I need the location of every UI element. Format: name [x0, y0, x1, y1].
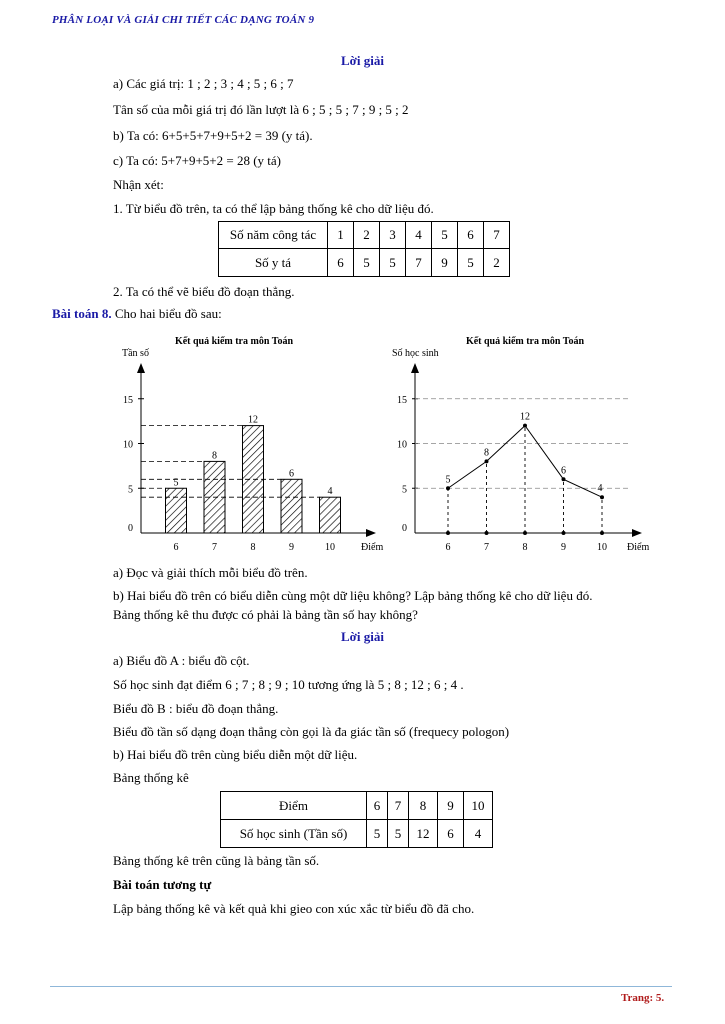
score-table — [220, 791, 493, 848]
table-cell: 3 — [380, 222, 406, 249]
table-cell: 4 — [464, 820, 493, 848]
solution-b: b) Ta có: 6+5+5+7+9+5+2 = 39 (y tá). — [113, 128, 313, 143]
y-tick-label: 5 — [128, 484, 133, 496]
question-b: b) Hai biểu đồ trên có biểu diễn cùng một dữ liệu không? Lập bảng thống kê cho dữ liệu đó. — [113, 588, 593, 603]
data-point — [562, 477, 566, 481]
y-axis-arrow — [137, 363, 145, 373]
data-label: 5 — [173, 477, 179, 489]
data-label: 4 — [597, 483, 603, 495]
footer-divider — [50, 986, 672, 987]
x-tick-label: 8 — [522, 542, 528, 553]
table-cell: 10 — [464, 792, 493, 820]
solution2-b1: b) Hai biểu đồ trên cùng biểu diễn một dữ liệu. — [113, 747, 358, 762]
table-cell: 2 — [354, 222, 380, 249]
data-label: 12 — [520, 411, 530, 423]
remark-label: Nhận xét: — [113, 177, 164, 192]
page-number: Trang: 5. — [621, 992, 665, 1004]
data-label: 6 — [561, 465, 566, 477]
similar-problem-title: Bài toán tương tự — [113, 877, 212, 892]
table-row-label: Số y tá — [219, 249, 328, 277]
data-label: 4 — [327, 486, 333, 498]
table-cell: 5 — [380, 249, 406, 277]
remark-1: 1. Từ biểu đồ trên, ta có thể lập bảng thống kê cho dữ liệu đó. — [113, 201, 434, 216]
y-tick-label: 15 — [123, 394, 133, 406]
x-axis-title: Điểm — [361, 542, 384, 553]
y-tick-label: 0 — [128, 523, 133, 534]
table-cell: 6 — [328, 249, 354, 277]
table-cell: 5 — [367, 820, 388, 848]
data-label: 12 — [248, 414, 258, 426]
x-tick-label: 7 — [212, 542, 217, 553]
y-tick-label: 0 — [402, 523, 407, 534]
table-row-label: Số học sinh (Tần số) — [221, 820, 367, 848]
axis-point — [600, 531, 604, 535]
table-cell: 4 — [406, 222, 432, 249]
bar — [281, 479, 302, 533]
axis-point — [485, 531, 489, 535]
table-row-label: Số năm công tác — [219, 222, 328, 249]
data-label: 8 — [212, 450, 217, 462]
solution-title: Lời giải — [341, 53, 384, 68]
frequency-text: Tân số của mỗi giá trị đó lần lượt là 6 ; 5 ; 5 ; 7 ; 9 ; 5 ; 2 — [113, 102, 409, 117]
solution2-a3: Biểu đồ B : biểu đồ đoạn thẳng. — [113, 701, 279, 716]
table-cell: 8 — [409, 792, 438, 820]
table-cell: 6 — [438, 820, 464, 848]
y-axis-label: Tần số — [122, 348, 149, 359]
table-row-label: Điểm — [221, 792, 367, 820]
solution2-a4: Biểu đồ tần số dạng đoạn thẳng còn gọi là đa giác tần số (frequecy pologon) — [113, 724, 510, 739]
y-tick-label: 5 — [402, 484, 407, 496]
x-tick-label: 8 — [250, 542, 256, 553]
table-cell: 7 — [406, 249, 432, 277]
x-tick-label: 6 — [445, 542, 451, 553]
x-axis-arrow — [632, 529, 642, 537]
question-a: a) Đọc và giải thích mỗi biểu đồ trên. — [113, 565, 308, 580]
solution-c: c) Ta có: 5+7+9+5+2 = 28 (y tá) — [113, 153, 281, 168]
x-tick-label: 6 — [173, 542, 179, 553]
table-cell: 5 — [458, 249, 484, 277]
table-cell: 7 — [388, 792, 409, 820]
solution2-a1: a) Biểu đồ A : biểu đồ cột. — [113, 653, 250, 668]
problem-label: Bài toán 8. — [52, 306, 112, 321]
x-tick-label: 7 — [484, 542, 489, 553]
line-chart — [388, 328, 653, 556]
table-cell: 2 — [484, 249, 510, 277]
data-label: 5 — [445, 474, 451, 486]
x-tick-label: 10 — [325, 542, 335, 553]
table-cell: 9 — [432, 249, 458, 277]
solution2-b2: Bảng thống kê — [113, 770, 189, 785]
solution2-title: Lời giải — [341, 629, 384, 644]
y-axis-arrow — [411, 363, 419, 373]
bar-chart — [110, 328, 384, 556]
data-label: 6 — [289, 468, 294, 480]
table-cell: 6 — [458, 222, 484, 249]
data-point — [446, 486, 450, 490]
x-tick-label: 9 — [561, 542, 566, 553]
x-axis-title: Điểm — [627, 542, 650, 553]
table-cell: 9 — [438, 792, 464, 820]
x-tick-label: 9 — [289, 542, 294, 553]
nurse-table — [218, 221, 510, 277]
bar — [320, 497, 341, 533]
problem-8 — [52, 306, 222, 322]
page-header: PHÂN LOẠI VÀ GIẢI CHI TIẾT CÁC DẠNG TOÁN 9 — [52, 14, 315, 26]
chart-title: Kết quả kiểm tra môn Toán — [465, 336, 585, 347]
question-b-2: Bảng thống kê thu được có phải là bảng tần số hay không? — [113, 607, 418, 622]
table-cell: 5 — [432, 222, 458, 249]
similar-problem-text: Lập bảng thống kê và kết quả khi gieo con xúc xắc từ biểu đồ đã cho. — [113, 901, 475, 916]
solution-a: a) Các giá trị: 1 ; 2 ; 3 ; 4 ; 5 ; 6 ; 7 — [113, 76, 294, 91]
x-tick-label: 10 — [597, 542, 607, 553]
y-tick-label: 15 — [397, 394, 407, 406]
table-cell: 6 — [367, 792, 388, 820]
chart-title: Kết quả kiểm tra môn Toán — [174, 336, 294, 347]
y-tick-label: 10 — [123, 439, 133, 451]
axis-point — [523, 531, 527, 535]
data-point — [600, 495, 604, 499]
table-cell: 5 — [354, 249, 380, 277]
axis-point — [446, 531, 450, 535]
data-point — [523, 424, 527, 428]
table-cell: 7 — [484, 222, 510, 249]
problem-text: Cho hai biểu đồ sau: — [111, 306, 222, 321]
solution2-after: Bảng thống kê trên cũng là bảng tần số. — [113, 853, 320, 868]
x-axis-arrow — [366, 529, 376, 537]
table-cell: 12 — [409, 820, 438, 848]
y-axis-label: Số học sinh — [392, 348, 439, 359]
data-label: 8 — [484, 447, 489, 459]
remark-2: 2. Ta có thể vẽ biểu đồ đoạn thẳng. — [113, 284, 295, 299]
axis-point — [562, 531, 566, 535]
table-cell: 1 — [328, 222, 354, 249]
table-cell: 5 — [388, 820, 409, 848]
y-tick-label: 10 — [397, 439, 407, 451]
solution2-a2: Số học sinh đạt điểm 6 ; 7 ; 8 ; 9 ; 10 tương ứng là 5 ; 8 ; 12 ; 6 ; 4 . — [113, 677, 464, 692]
bar — [166, 488, 187, 533]
data-point — [485, 459, 489, 463]
